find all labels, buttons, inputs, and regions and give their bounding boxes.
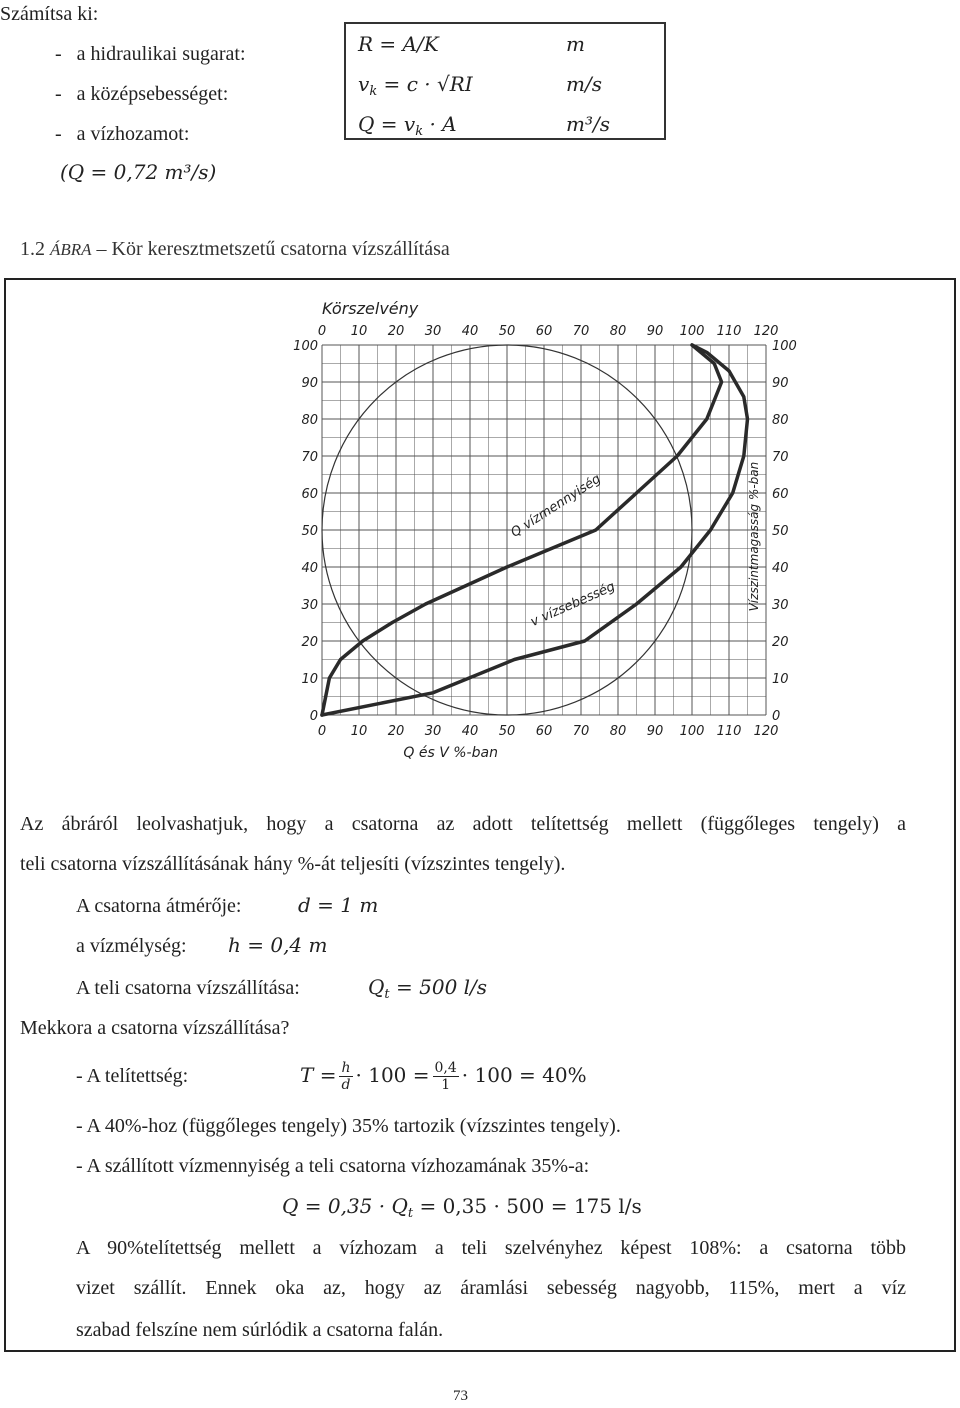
task-item-velocity: - a középsebességet: bbox=[55, 83, 229, 105]
v-curve-label: v vízsebesség bbox=[528, 579, 618, 630]
para2-line1: A 90%telítettség mellett a vízhozam a teli szelvényhez képest 108%: a csatorna több bbox=[76, 1237, 906, 1259]
left-tick-label: 60 bbox=[301, 487, 318, 502]
q-curve-label: Q vízmennyiség bbox=[508, 471, 604, 541]
left-tick-label: 20 bbox=[301, 635, 318, 650]
diameter-label: A csatorna átmérője: bbox=[76, 895, 242, 917]
formula-discharge: $Q = v_k \cdot A$ bbox=[358, 112, 457, 139]
diameter-value: d = 1 m bbox=[298, 893, 379, 917]
top-tick-label: 120 bbox=[753, 324, 779, 339]
left-tick-label: 40 bbox=[301, 561, 318, 576]
top-tick-label: 60 bbox=[535, 324, 553, 339]
right-tick-label: 30 bbox=[772, 598, 789, 613]
right-tick-label: 100 bbox=[772, 339, 797, 354]
top-tick-label: 80 bbox=[609, 324, 627, 339]
bottom-tick-label: 30 bbox=[424, 724, 442, 739]
bottom-tick-label: 60 bbox=[535, 724, 553, 739]
top-tick-label: 50 bbox=[498, 324, 516, 339]
right-axis-label: Vízszintmagasság %-ban bbox=[747, 461, 761, 612]
bottom-tick-label: 90 bbox=[646, 724, 664, 739]
fill-formula: T = $\frac{h}{d}$ · 100 = $\frac{0,4}{1}$ · 100 = 40% bbox=[300, 1060, 587, 1093]
para2-line3: szabad felszíne nem súrlódik a csatorna falán. bbox=[76, 1319, 444, 1341]
para1-line1: Az ábráról leolvashatjuk, hogy a csatorna az adott telítettség mellett (függőleges tengely) a bbox=[20, 813, 906, 835]
para2-line2: vizet szállít. Ennek oka az, hogy az áramlási sebesség nagyobb, 115%, mert a víz bbox=[76, 1277, 906, 1299]
depth-label: a vízmélység: bbox=[76, 935, 187, 957]
right-tick-label: 70 bbox=[772, 450, 789, 465]
top-tick-label: 110 bbox=[716, 324, 742, 339]
page-number: 73 bbox=[453, 1388, 468, 1404]
bullet-40-percent: - A 40%-hoz (függőleges tengely) 35% tartozik (vízszintes tengely). bbox=[76, 1115, 621, 1137]
right-tick-label: 60 bbox=[772, 487, 789, 502]
right-tick-label: 20 bbox=[772, 635, 789, 650]
top-tick-label: 0 bbox=[317, 324, 327, 339]
unit-radius: m bbox=[566, 32, 585, 56]
left-tick-label: 0 bbox=[309, 709, 318, 724]
task-heading: Számítsa ki: bbox=[0, 3, 99, 25]
bottom-axis-label: Q és V %-ban bbox=[403, 745, 498, 761]
formula-radius: R = A/K bbox=[358, 32, 439, 56]
full-flow-value: $Q_t = 500$ l/s bbox=[368, 975, 488, 1002]
formula-velocity: $v_k = c \cdot √RI$ bbox=[358, 72, 473, 99]
question: Mekkora a csatorna vízszállítása? bbox=[20, 1017, 290, 1039]
bullet-transported: - A szállított vízmennyiség a teli csatorna vízhozamának 35%-a: bbox=[76, 1155, 590, 1177]
left-tick-label: 10 bbox=[301, 672, 318, 687]
top-tick-label: 20 bbox=[387, 324, 405, 339]
right-tick-label: 10 bbox=[772, 672, 789, 687]
unit-velocity: m/s bbox=[566, 72, 602, 96]
right-tick-label: 40 bbox=[772, 561, 789, 576]
chart bbox=[240, 290, 820, 780]
left-tick-label: 70 bbox=[301, 450, 318, 465]
right-tick-label: 80 bbox=[772, 413, 789, 428]
bottom-tick-label: 40 bbox=[461, 724, 479, 739]
fill-label: - A telítettség: bbox=[76, 1065, 189, 1087]
result-equation: $Q = 0,35 \cdot Q_t = 0,35 \cdot 500 = 175$ l/s bbox=[282, 1194, 642, 1221]
discharge-result: (Q = 0,72 m³/s) bbox=[60, 160, 217, 184]
bottom-tick-label: 50 bbox=[498, 724, 516, 739]
right-tick-label: 50 bbox=[772, 524, 789, 539]
top-tick-label: 40 bbox=[461, 324, 479, 339]
full-flow-label: A teli csatorna vízszállítása: bbox=[76, 977, 300, 999]
bottom-tick-label: 120 bbox=[753, 724, 779, 739]
task-item-discharge: - a vízhozamot: bbox=[55, 123, 190, 145]
bottom-tick-label: 100 bbox=[679, 724, 705, 739]
depth-value: h = 0,4 m bbox=[228, 933, 328, 957]
left-tick-label: 80 bbox=[301, 413, 318, 428]
task-item-radius: - a hidraulikai sugarat: bbox=[55, 43, 246, 65]
top-tick-label: 30 bbox=[424, 324, 442, 339]
bottom-tick-label: 20 bbox=[387, 724, 405, 739]
top-tick-label: 90 bbox=[646, 324, 664, 339]
bottom-tick-label: 10 bbox=[350, 724, 368, 739]
left-tick-label: 90 bbox=[301, 376, 318, 391]
top-tick-label: 70 bbox=[572, 324, 590, 339]
top-tick-label: 100 bbox=[679, 324, 705, 339]
chart-title: Körszelvény bbox=[322, 299, 419, 318]
right-tick-label: 0 bbox=[772, 709, 781, 724]
left-tick-label: 50 bbox=[301, 524, 318, 539]
bottom-tick-label: 80 bbox=[609, 724, 627, 739]
chart-grid bbox=[322, 345, 766, 715]
left-tick-label: 30 bbox=[301, 598, 318, 613]
bottom-tick-label: 70 bbox=[572, 724, 590, 739]
bottom-tick-label: 110 bbox=[716, 724, 742, 739]
right-tick-label: 90 bbox=[772, 376, 789, 391]
para1-line2: teli csatorna vízszállításának hány %-át teljesíti (vízszintes tengely). bbox=[20, 853, 566, 875]
unit-discharge: m³/s bbox=[566, 112, 610, 136]
figure-caption: 1.2 ÁBRA – Kör keresztmetszetű csatorna vízszállítása bbox=[20, 238, 450, 260]
left-tick-label: 100 bbox=[293, 339, 318, 354]
top-tick-label: 10 bbox=[350, 324, 368, 339]
bottom-tick-label: 0 bbox=[317, 724, 327, 739]
